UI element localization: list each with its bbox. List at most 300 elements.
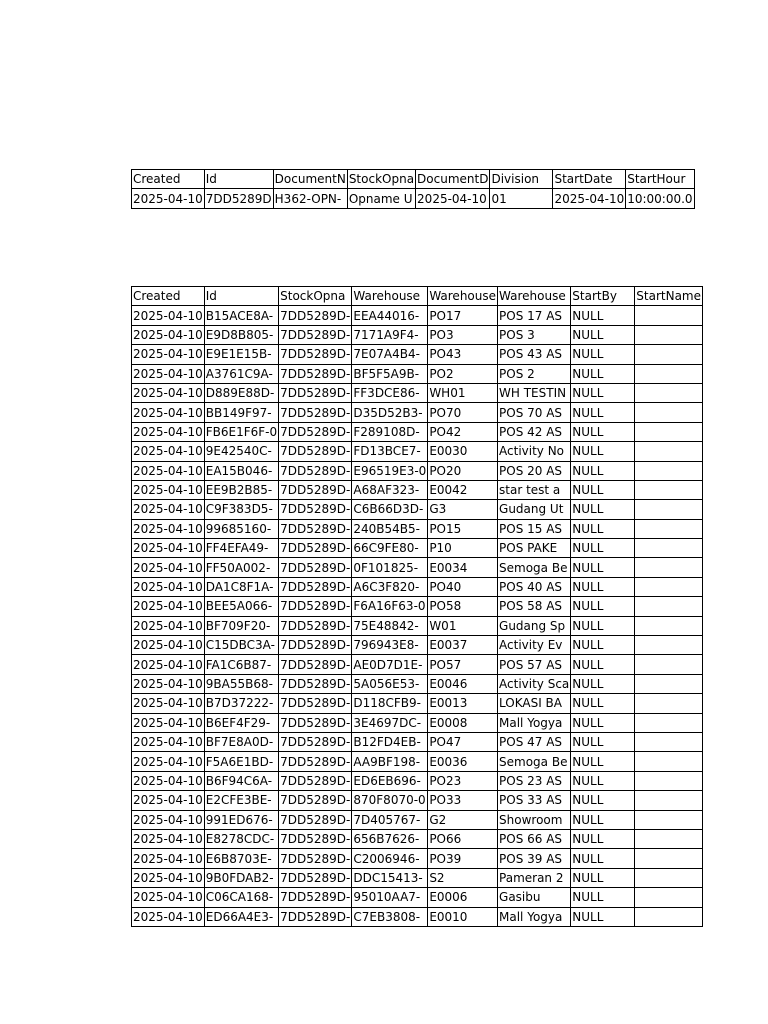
- table-cell: NULL: [571, 461, 635, 480]
- table-cell: [635, 888, 703, 907]
- table-cell: [635, 829, 703, 848]
- table-cell: NULL: [571, 674, 635, 693]
- table-cell: 7DD5289D-: [279, 345, 352, 364]
- table-cell: POS 17 AS: [498, 306, 571, 325]
- table-cell: [635, 364, 703, 383]
- table-cell: 7DD5289D-: [279, 519, 352, 538]
- column-header: DocumentD: [416, 170, 490, 189]
- table-row: [132, 558, 703, 577]
- table-cell: POS 58 AS: [498, 597, 571, 616]
- table-cell: NULL: [571, 732, 635, 751]
- table-cell: 2025-04-10: [132, 422, 205, 441]
- detail-table: [131, 286, 703, 927]
- table-cell: F6A16F63-0: [352, 597, 428, 616]
- table-cell: Mall Yogya: [498, 713, 571, 732]
- table-cell: [635, 480, 703, 499]
- table-cell: BB149F97-: [204, 403, 278, 422]
- table-row: [132, 403, 703, 422]
- table-cell: POS 57 AS: [498, 655, 571, 674]
- table-cell: PO58: [428, 597, 498, 616]
- table-cell: 240B54B5-: [352, 519, 428, 538]
- table-cell: E0036: [428, 752, 498, 771]
- table-cell: 2025-04-10: [132, 868, 205, 887]
- table-cell: [635, 752, 703, 771]
- table-row: [132, 306, 703, 325]
- table-cell: G2: [428, 810, 498, 829]
- table-cell: ED6EB696-: [352, 771, 428, 790]
- table-cell: POS 2: [498, 364, 571, 383]
- table-cell: 2025-04-10: [132, 771, 205, 790]
- table-cell: 2025-04-10: [132, 383, 205, 402]
- table-row: [132, 500, 703, 519]
- table-cell: 2025-04-10: [132, 558, 205, 577]
- table-cell: 7171A9F4-: [352, 325, 428, 344]
- table-cell: PO33: [428, 791, 498, 810]
- table-cell: [635, 558, 703, 577]
- table-cell: 3E4697DC-: [352, 713, 428, 732]
- table-row: [132, 655, 703, 674]
- column-header: Warehouse: [428, 287, 498, 306]
- table-cell: NULL: [571, 442, 635, 461]
- table-cell: 7DD5289D-: [279, 791, 352, 810]
- table-row: [132, 674, 703, 693]
- table-cell: 99685160-: [204, 519, 278, 538]
- table-cell: Gudang Ut: [498, 500, 571, 519]
- table-cell: [635, 442, 703, 461]
- table-cell: PO17: [428, 306, 498, 325]
- table-cell: PO57: [428, 655, 498, 674]
- table-cell: Pameran 2: [498, 868, 571, 887]
- table-cell: 7DD5289D-: [279, 713, 352, 732]
- table-cell: NULL: [571, 791, 635, 810]
- column-header: DocumentN: [273, 170, 347, 189]
- table-cell: 7DD5289D-: [279, 577, 352, 596]
- table-cell: AE0D7D1E-: [352, 655, 428, 674]
- table-cell: PO40: [428, 577, 498, 596]
- table-cell: [635, 539, 703, 558]
- table-cell: 7DD5289D-: [279, 694, 352, 713]
- table-cell: C2006946-: [352, 849, 428, 868]
- table-cell: 2025-04-10: [132, 189, 205, 208]
- table-cell: [635, 500, 703, 519]
- table-cell: E0030: [428, 442, 498, 461]
- table-cell: PO47: [428, 732, 498, 751]
- column-header: StartName: [635, 287, 703, 306]
- table-cell: EEA44016-: [352, 306, 428, 325]
- table-cell: A3761C9A-: [204, 364, 278, 383]
- table-cell: E0010: [428, 907, 498, 926]
- table-cell: BF709F20-: [204, 616, 278, 635]
- table-cell: POS 3: [498, 325, 571, 344]
- table-cell: NULL: [571, 577, 635, 596]
- table-cell: 2025-04-10: [132, 403, 205, 422]
- table-cell: NULL: [571, 519, 635, 538]
- table-row: [132, 810, 703, 829]
- table-cell: 9B0FDAB2-: [204, 868, 278, 887]
- table-cell: A68AF323-: [352, 480, 428, 499]
- table-cell: C6B66D3D-: [352, 500, 428, 519]
- table-cell: 0F101825-: [352, 558, 428, 577]
- table-row: [132, 383, 703, 402]
- table-cell: PO66: [428, 829, 498, 848]
- table-cell: NULL: [571, 771, 635, 790]
- table-cell: PO15: [428, 519, 498, 538]
- table-cell: E0042: [428, 480, 498, 499]
- table-cell: 01: [490, 189, 553, 208]
- table-cell: PO70: [428, 403, 498, 422]
- table-cell: PO23: [428, 771, 498, 790]
- table-cell: 7DD5289D-: [279, 674, 352, 693]
- table-cell: 7DD5289D-: [279, 849, 352, 868]
- table-cell: FF3DCE86-: [352, 383, 428, 402]
- table-cell: 7DD5289D-: [279, 616, 352, 635]
- table-cell: 7DD5289D-: [279, 403, 352, 422]
- column-header: Warehouse: [352, 287, 428, 306]
- table-cell: [635, 810, 703, 829]
- table-cell: 7E07A4B4-: [352, 345, 428, 364]
- table-cell: PO3: [428, 325, 498, 344]
- table-cell: F289108D-: [352, 422, 428, 441]
- table-cell: 870F8070-0: [352, 791, 428, 810]
- table-cell: 66C9FE80-: [352, 539, 428, 558]
- table-cell: 9E42540C-: [204, 442, 278, 461]
- table-row: [132, 868, 703, 887]
- table-cell: Activity Sca: [498, 674, 571, 693]
- column-header: StartBy: [571, 287, 635, 306]
- table-cell: E9D8B805-: [204, 325, 278, 344]
- table-cell: [635, 461, 703, 480]
- table-row: [132, 364, 703, 383]
- table-cell: [635, 791, 703, 810]
- table-cell: 7DD5289D-: [279, 810, 352, 829]
- table-cell: [635, 849, 703, 868]
- table-cell: POS 39 AS: [498, 849, 571, 868]
- table-cell: 2025-04-10: [132, 597, 205, 616]
- table-cell: NULL: [571, 829, 635, 848]
- table-cell: ED66A4E3-: [204, 907, 278, 926]
- column-header: StartHour: [626, 170, 694, 189]
- table-cell: 7DD5289D-: [279, 422, 352, 441]
- table-cell: AA9BF198-: [352, 752, 428, 771]
- table-cell: E0008: [428, 713, 498, 732]
- column-header-row: [132, 287, 703, 306]
- table-cell: 7DD5289D-: [279, 325, 352, 344]
- table-cell: [635, 345, 703, 364]
- table-row: [132, 539, 703, 558]
- table-cell: 7DD5289D-: [279, 597, 352, 616]
- table-cell: NULL: [571, 636, 635, 655]
- table-cell: 2025-04-10: [132, 655, 205, 674]
- table-cell: C15DBC3A-: [204, 636, 278, 655]
- table-cell: POS 66 AS: [498, 829, 571, 848]
- column-header-row: [132, 170, 695, 189]
- table-cell: NULL: [571, 558, 635, 577]
- table-cell: NULL: [571, 597, 635, 616]
- table-cell: Opname U: [347, 189, 415, 208]
- table-cell: [635, 655, 703, 674]
- table-cell: B6EF4F29-: [204, 713, 278, 732]
- table-row: [132, 422, 703, 441]
- table-row: [132, 519, 703, 538]
- table-cell: NULL: [571, 907, 635, 926]
- table-cell: D118CFB9-: [352, 694, 428, 713]
- table-cell: NULL: [571, 810, 635, 829]
- table-cell: POS 15 AS: [498, 519, 571, 538]
- table-cell: 7DD5289D-: [279, 306, 352, 325]
- table-cell: WH TESTIN: [498, 383, 571, 402]
- table-cell: NULL: [571, 480, 635, 499]
- table-cell: Activity Ev: [498, 636, 571, 655]
- table-cell: NULL: [571, 345, 635, 364]
- table-row: [132, 888, 703, 907]
- table-row: [132, 577, 703, 596]
- table-cell: E0037: [428, 636, 498, 655]
- table-cell: LOKASI BA: [498, 694, 571, 713]
- table-cell: 7DD5289D-: [279, 500, 352, 519]
- table-cell: 7DD5289D-: [279, 539, 352, 558]
- header-table-body: [132, 170, 695, 209]
- column-header: Id: [204, 170, 273, 189]
- table-cell: E96519E3-0: [352, 461, 428, 480]
- table-cell: POS 33 AS: [498, 791, 571, 810]
- table-cell: NULL: [571, 616, 635, 635]
- table-cell: B15ACE8A-: [204, 306, 278, 325]
- table-cell: FF50A002-: [204, 558, 278, 577]
- table-cell: POS PAKE: [498, 539, 571, 558]
- table-cell: 2025-04-10: [132, 442, 205, 461]
- table-cell: 7DD5289D-: [279, 829, 352, 848]
- table-cell: [635, 519, 703, 538]
- table-cell: 7DD5289D-: [279, 480, 352, 499]
- table-cell: 2025-04-10: [132, 539, 205, 558]
- table-cell: NULL: [571, 713, 635, 732]
- table-cell: WH01: [428, 383, 498, 402]
- table-cell: NULL: [571, 849, 635, 868]
- table-cell: P10: [428, 539, 498, 558]
- table-cell: 2025-04-10: [132, 616, 205, 635]
- table-cell: Semoga Be: [498, 752, 571, 771]
- table-cell: E9E1E15B-: [204, 345, 278, 364]
- column-header: StockOpna: [279, 287, 352, 306]
- table-cell: [635, 713, 703, 732]
- column-header: Division: [490, 170, 553, 189]
- table-cell: Showroom: [498, 810, 571, 829]
- table-cell: 7DD5289D-: [279, 771, 352, 790]
- table-cell: Activity No: [498, 442, 571, 461]
- table-row: [132, 461, 703, 480]
- table-cell: NULL: [571, 364, 635, 383]
- table-row: [132, 442, 703, 461]
- table-cell: EE9B2B85-: [204, 480, 278, 499]
- table-cell: Mall Yogya: [498, 907, 571, 926]
- table-cell: star test a: [498, 480, 571, 499]
- table-cell: 2025-04-10: [132, 577, 205, 596]
- table-cell: C7EB3808-: [352, 907, 428, 926]
- table-cell: NULL: [571, 868, 635, 887]
- table-cell: H362-OPN-: [273, 189, 347, 208]
- table-cell: 7DD5289D-: [279, 461, 352, 480]
- table-cell: [635, 306, 703, 325]
- table-cell: F5A6E1BD-: [204, 752, 278, 771]
- table-cell: 75E48842-: [352, 616, 428, 635]
- table-cell: B12FD4EB-: [352, 732, 428, 751]
- table-cell: 7DD5289D-: [279, 868, 352, 887]
- table-cell: 2025-04-10: [132, 364, 205, 383]
- table-cell: 7DD5289D-: [279, 636, 352, 655]
- table-cell: G3: [428, 500, 498, 519]
- table-row: [132, 907, 703, 926]
- table-cell: C06CA168-: [204, 888, 278, 907]
- table-cell: E0013: [428, 694, 498, 713]
- table-cell: C9F383D5-: [204, 500, 278, 519]
- table-cell: W01: [428, 616, 498, 635]
- table-cell: 7DD5289D-: [279, 383, 352, 402]
- table-cell: [635, 868, 703, 887]
- table-cell: [635, 383, 703, 402]
- table-cell: [635, 597, 703, 616]
- table-cell: NULL: [571, 539, 635, 558]
- table-cell: BF7E8A0D-: [204, 732, 278, 751]
- table-cell: E0006: [428, 888, 498, 907]
- table-cell: 2025-04-10: [132, 907, 205, 926]
- table-cell: 2025-04-10: [132, 345, 205, 364]
- table-cell: NULL: [571, 422, 635, 441]
- table-cell: [635, 674, 703, 693]
- table-row: [132, 189, 695, 208]
- table-cell: D35D52B3-: [352, 403, 428, 422]
- table-row: [132, 480, 703, 499]
- table-cell: 95010AA7-: [352, 888, 428, 907]
- table-cell: 7DD5289D-: [279, 364, 352, 383]
- column-header: Warehouse: [498, 287, 571, 306]
- table-cell: [635, 403, 703, 422]
- table-cell: D889E88D-: [204, 383, 278, 402]
- table-cell: FA1C6B87-: [204, 655, 278, 674]
- table-cell: PO2: [428, 364, 498, 383]
- table-cell: 10:00:00.0: [626, 189, 694, 208]
- table-cell: [635, 325, 703, 344]
- table-cell: 7DD5289D-: [279, 752, 352, 771]
- table-cell: POS 70 AS: [498, 403, 571, 422]
- column-header: Created: [132, 287, 205, 306]
- table-cell: 2025-04-10: [132, 519, 205, 538]
- table-cell: 2025-04-10: [132, 888, 205, 907]
- table-cell: NULL: [571, 306, 635, 325]
- table-cell: POS 23 AS: [498, 771, 571, 790]
- table-row: [132, 829, 703, 848]
- column-header: Id: [204, 287, 278, 306]
- table-cell: FB6E1F6F-0: [204, 422, 278, 441]
- table-cell: DA1C8F1A-: [204, 577, 278, 596]
- table-cell: Semoga Be: [498, 558, 571, 577]
- table-cell: 2025-04-10: [132, 694, 205, 713]
- table-row: [132, 325, 703, 344]
- table-cell: 2025-04-10: [132, 810, 205, 829]
- table-cell: NULL: [571, 752, 635, 771]
- table-cell: Gudang Sp: [498, 616, 571, 635]
- table-cell: [635, 907, 703, 926]
- table-cell: PO20: [428, 461, 498, 480]
- table-cell: 7D405767-: [352, 810, 428, 829]
- table-cell: B6F94C6A-: [204, 771, 278, 790]
- table-cell: POS 47 AS: [498, 732, 571, 751]
- table-row: [132, 713, 703, 732]
- table-cell: 2025-04-10: [132, 306, 205, 325]
- table-cell: BEE5A066-: [204, 597, 278, 616]
- table-cell: 2025-04-10: [132, 713, 205, 732]
- table-cell: [635, 636, 703, 655]
- table-cell: E2CFE3BE-: [204, 791, 278, 810]
- table-cell: 991ED676-: [204, 810, 278, 829]
- table-cell: 2025-04-10: [132, 791, 205, 810]
- table-cell: DDC15413-: [352, 868, 428, 887]
- table-cell: POS 43 AS: [498, 345, 571, 364]
- table-row: [132, 771, 703, 790]
- table-row: [132, 849, 703, 868]
- table-row: [132, 597, 703, 616]
- detail-table-body: [132, 287, 703, 927]
- table-cell: NULL: [571, 325, 635, 344]
- table-cell: [635, 577, 703, 596]
- table-cell: 656B7626-: [352, 829, 428, 848]
- column-header: StartDate: [553, 170, 626, 189]
- table-row: [132, 694, 703, 713]
- table-cell: POS 42 AS: [498, 422, 571, 441]
- table-cell: [635, 422, 703, 441]
- table-cell: 2025-04-10: [132, 732, 205, 751]
- table-cell: 5A056E53-: [352, 674, 428, 693]
- table-row: [132, 616, 703, 635]
- table-cell: 7DD5289D-: [279, 732, 352, 751]
- table-cell: 2025-04-10: [416, 189, 490, 208]
- table-cell: BF5F5A9B-: [352, 364, 428, 383]
- table-cell: PO42: [428, 422, 498, 441]
- table-cell: NULL: [571, 500, 635, 519]
- table-cell: E0046: [428, 674, 498, 693]
- table-cell: 2025-04-10: [132, 849, 205, 868]
- table-cell: NULL: [571, 403, 635, 422]
- table-cell: E0034: [428, 558, 498, 577]
- table-cell: NULL: [571, 888, 635, 907]
- table-cell: FD13BCE7-: [352, 442, 428, 461]
- table-cell: 7DD5289D-: [279, 888, 352, 907]
- table-cell: E8278CDC-: [204, 829, 278, 848]
- table-cell: 7DD5289D: [204, 189, 273, 208]
- table-cell: 796943E8-: [352, 636, 428, 655]
- table-cell: EA15B046-: [204, 461, 278, 480]
- table-cell: PO39: [428, 849, 498, 868]
- table-cell: FF4EFA49-: [204, 539, 278, 558]
- table-cell: 2025-04-10: [132, 829, 205, 848]
- column-header: StockOpna: [347, 170, 415, 189]
- table-cell: NULL: [571, 655, 635, 674]
- table-cell: [635, 616, 703, 635]
- table-cell: E6B8703E-: [204, 849, 278, 868]
- table-cell: [635, 732, 703, 751]
- column-header: Created: [132, 170, 205, 189]
- table-cell: 2025-04-10: [132, 461, 205, 480]
- table-cell: S2: [428, 868, 498, 887]
- table-cell: 7DD5289D-: [279, 442, 352, 461]
- table-row: [132, 791, 703, 810]
- table-cell: NULL: [571, 383, 635, 402]
- table-row: [132, 752, 703, 771]
- table-cell: Gasibu: [498, 888, 571, 907]
- table-cell: 2025-04-10: [132, 480, 205, 499]
- table-cell: 2025-04-10: [132, 674, 205, 693]
- table-cell: B7D37222-: [204, 694, 278, 713]
- table-cell: [635, 694, 703, 713]
